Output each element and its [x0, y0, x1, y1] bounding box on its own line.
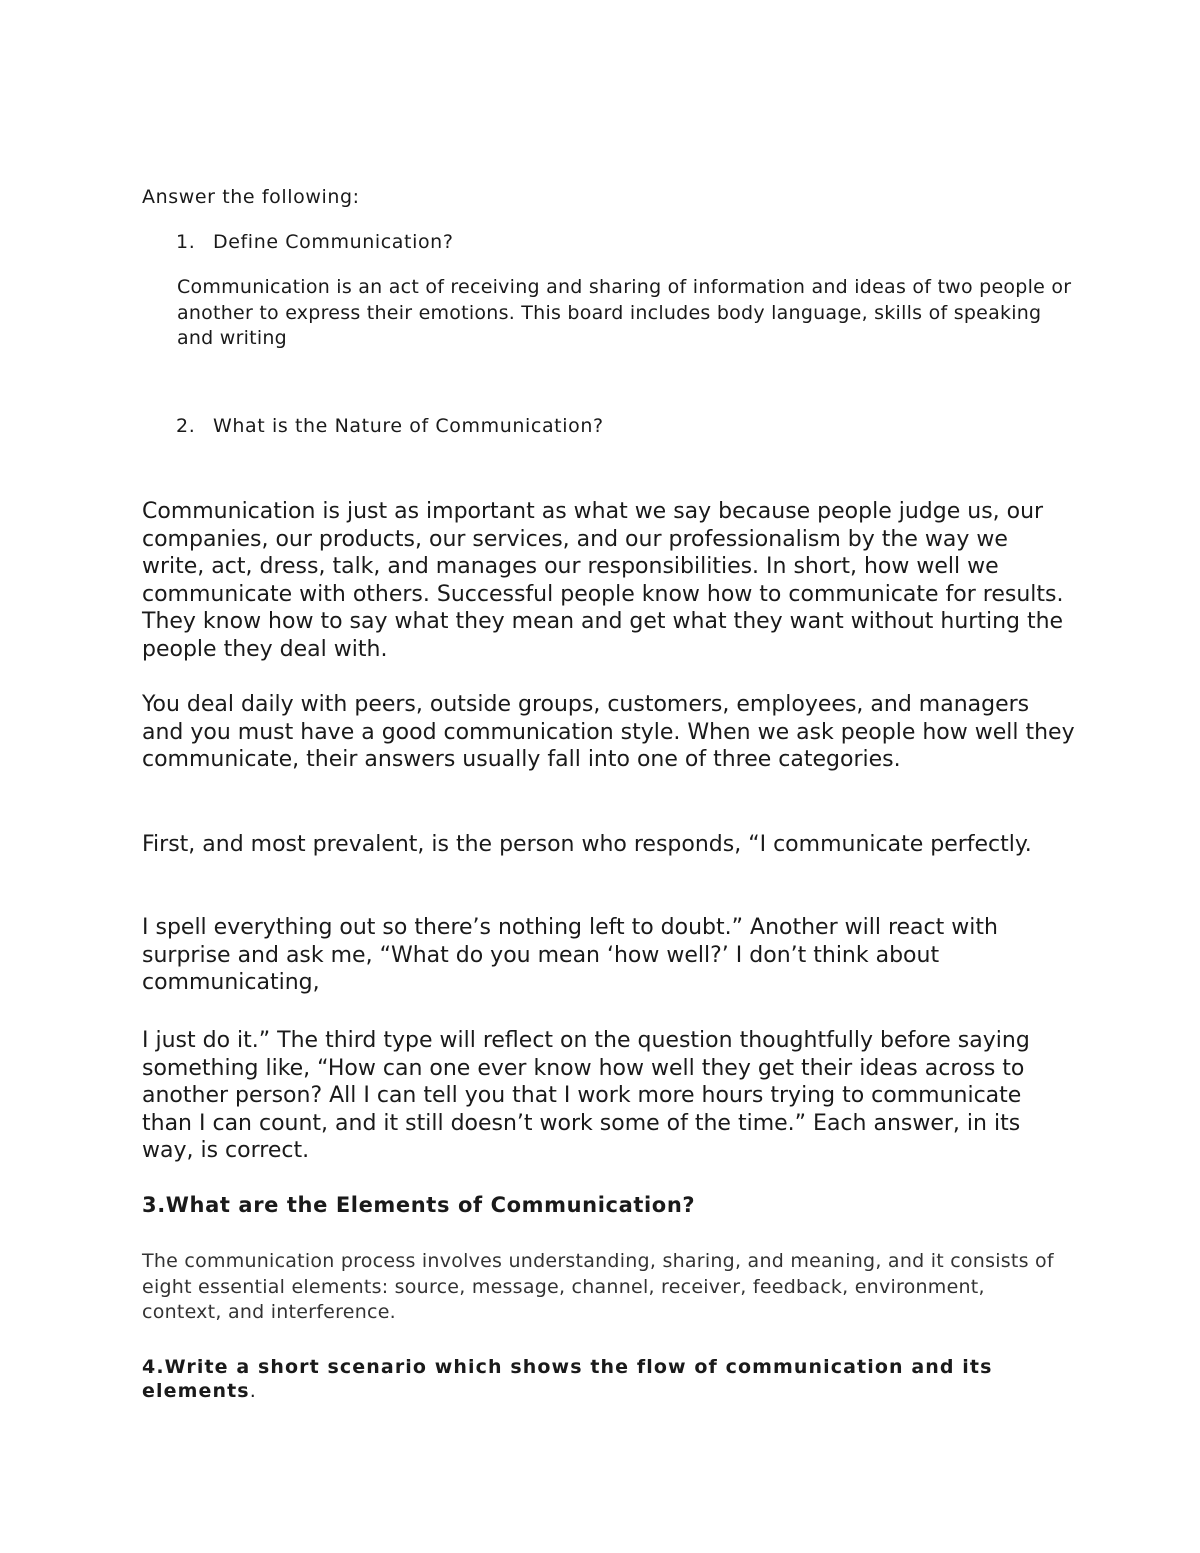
answer-2-paragraph: I just do it.” The third type will reflect on the question thoughtfully before saying something like, “How can one ever know how well they get their ideas across to another person? All I can tell you that I work more hours trying to communicate than I can count, and it still doesn’t work some of the time.” Each answer, in its way, is correct.: [142, 1028, 1030, 1163]
question-2-text: What is the Nature of Communication?: [213, 415, 604, 437]
answer-1: Communication is an act of receiving and sharing of information and ideas of two people or another to express their emotions. This board includes body language, skills of speaking and writing: [177, 276, 1072, 349]
question-3: 3.What are the Elements of Communication?: [142, 1193, 696, 1217]
answer-2-paragraph: I spell everything out so there’s nothing left to doubt.” Another will react with surprise and ask me, “What do you mean ‘how well?’ I don’t think about communicating,: [142, 915, 998, 995]
question-1: [176, 231, 1106, 253]
question-4-text: 4.Write a short scenario which shows the flow of communication and its elements: [142, 1356, 993, 1402]
question-1-text: Define Communication?: [213, 231, 454, 253]
question-4-period: .: [249, 1380, 257, 1402]
answer-2-paragraph: You deal daily with peers, outside groups, customers, employees, and managers and you must have a good communication style. When we ask people how well they communicate, their answers usually fall into one of three categories.: [142, 692, 1075, 772]
question-1-number: 1.: [176, 231, 196, 253]
intro-heading: Answer the following:: [142, 186, 360, 208]
question-4: [142, 1355, 1042, 1403]
answer-3: The communication process involves understanding, sharing, and meaning, and it consists of eight essential elements: source, message, channel, receiver, feedback, environment, context, and interference.: [142, 1250, 1054, 1323]
answer-2-paragraph: First, and most prevalent, is the person who responds, “I communicate perfectly.: [142, 832, 1032, 857]
question-2-number: 2.: [176, 415, 196, 437]
answer-2-paragraph: Communication is just as important as what we say because people judge us, our companies, our products, our services, and our professionalism by the way we write, act, dress, talk, and manages our responsibilities. In short, how well we communicate with others. Successful people know how to communicate for results. They know how to say what they mean and get what they want without hurting the people they deal with.: [142, 499, 1064, 662]
question-2: [176, 415, 1106, 437]
